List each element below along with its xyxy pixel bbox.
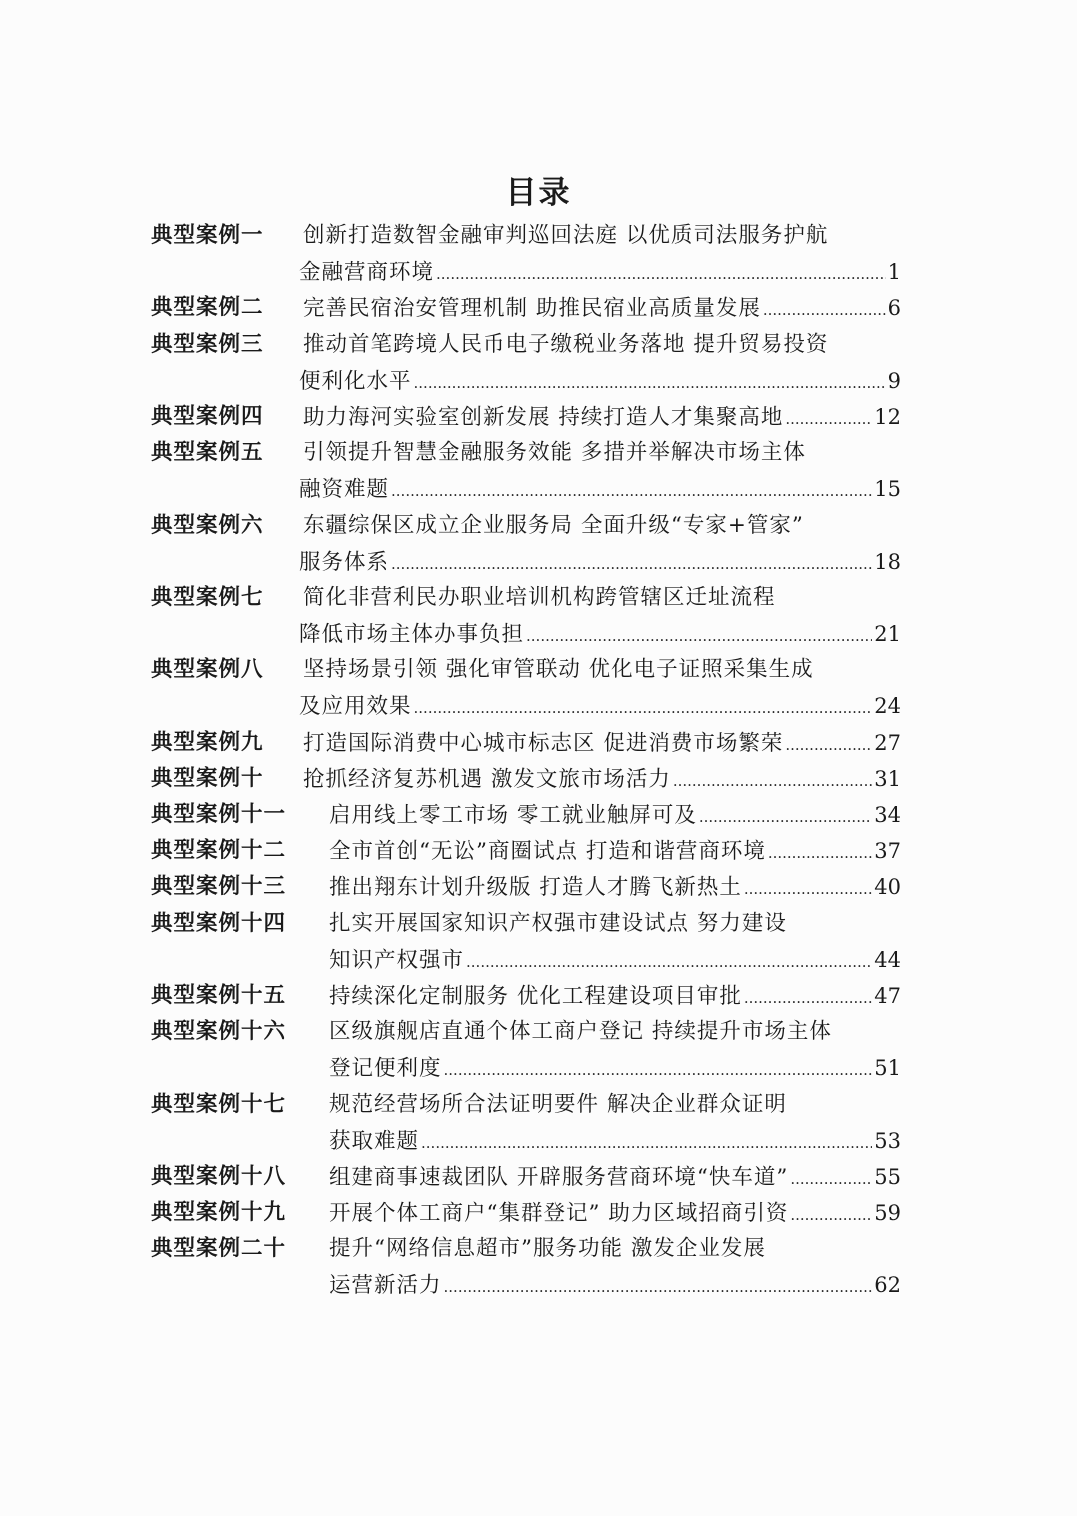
toc-case-label: 典型案例八 [151, 657, 264, 683]
toc-case-label: 典型案例二十 [151, 1236, 287, 1262]
toc-text-row [299, 254, 901, 292]
toc-text-row [303, 290, 901, 328]
toc-entry[interactable] [151, 652, 901, 724]
toc-page-number: 47 [874, 983, 901, 1008]
toc-entry-title: 启用线上零工市场 零工就业触屏可及 [329, 803, 697, 828]
toc-entry[interactable] [151, 725, 901, 761]
toc-text-row [329, 833, 901, 871]
toc-page-number: 24 [874, 694, 901, 719]
toc-line [151, 1014, 901, 1050]
toc-leader-dots [466, 944, 872, 980]
toc-line [151, 833, 901, 869]
toc-case-label: 典型案例十三 [151, 874, 287, 900]
toc-entry-title: 全市首创“无讼”商圈试点 打造和谐营商环境 [329, 839, 766, 865]
toc-entry-title: 融资难题 [299, 477, 390, 503]
toc-entry-title: 持续深化定制服务 优化工程建设项目审批 [329, 983, 742, 1009]
toc-text-row [303, 652, 901, 688]
toc-entry[interactable] [151, 1159, 901, 1195]
toc-entry-title: 组建商事速裁团队 开辟服务营商环境“快车道” [329, 1164, 789, 1190]
toc-entry-title: 扎实开展国家知识产权强市建设试点 努力建设 [329, 910, 787, 936]
toc-entry-title: 便利化水平 [299, 368, 412, 394]
toc-leader-dots [744, 980, 872, 1016]
toc-entry-title: 登记便利度 [329, 1056, 442, 1082]
toc-entry[interactable] [151, 580, 901, 652]
toc-line [151, 652, 901, 688]
toc-entry-title: 创新打造数智金融审判巡回法庭 以优质司法服务护航 [303, 223, 829, 248]
toc-case-label: 典型案例十八 [151, 1163, 287, 1189]
toc-page-number: 62 [874, 1273, 901, 1298]
toc-entry-title: 引领提升智慧金融服务效能 多措并举解决市场主体 [303, 440, 806, 466]
toc-case-label: 典型案例五 [151, 440, 264, 466]
toc-text-row [299, 616, 901, 654]
toc-leader-dots [790, 1197, 872, 1233]
toc-line [151, 797, 901, 833]
toc-entry-title: 及应用效果 [299, 694, 412, 720]
toc-text-row [329, 1159, 901, 1197]
toc-page-number: 44 [874, 947, 901, 972]
toc-case-label: 典型案例十六 [151, 1019, 287, 1045]
toc-entry-title: 开展个体工商户“集群登记” 助力区域招商引资 [329, 1201, 789, 1227]
toc-page-number: 40 [874, 875, 901, 900]
toc-page-number: 9 [887, 368, 901, 393]
toc-entry-title: 获取难题 [329, 1128, 420, 1154]
page-title: 目录 [505, 175, 572, 211]
toc-case-label: 典型案例二 [151, 295, 264, 321]
toc-text-row [329, 1087, 901, 1123]
toc-case-label: 典型案例十四 [151, 910, 287, 936]
toc-entry-title: 抢抓经济复苏机遇 激发文旅市场活力 [303, 766, 671, 792]
toc-page-number: 31 [874, 766, 901, 791]
toc-leader-dots [414, 690, 873, 726]
toc-leader-dots [436, 256, 886, 292]
toc-leader-dots [421, 1125, 872, 1161]
toc-text-row [329, 978, 901, 1016]
toc-page-number: 21 [874, 622, 901, 647]
toc-line [151, 363, 901, 399]
toc-leader-dots [790, 1161, 872, 1197]
toc-entry[interactable] [151, 869, 901, 905]
toc-entry[interactable] [151, 1014, 901, 1086]
toc-page-number: 59 [874, 1201, 901, 1226]
toc-entry-title: 简化非营利民办职业培训机构跨管辖区迁址流程 [303, 584, 776, 610]
toc-text-row [299, 471, 901, 509]
toc-text-row [303, 725, 901, 763]
toc-line [151, 399, 901, 435]
toc-leader-dots [744, 871, 872, 907]
toc-page-number: 27 [874, 730, 901, 755]
toc-case-label: 典型案例十二 [151, 838, 287, 864]
toc-entry[interactable] [151, 218, 901, 290]
toc-leader-dots [444, 1052, 873, 1088]
toc-case-label: 典型案例十 [151, 765, 264, 791]
toc-line [151, 906, 901, 942]
toc-case-label: 典型案例十一 [151, 802, 287, 827]
toc-text-row [329, 1195, 901, 1233]
toc-line [151, 254, 901, 290]
toc-entry[interactable] [151, 833, 901, 869]
toc-leader-dots [699, 799, 872, 835]
toc-entry-title: 服务体系 [299, 549, 390, 575]
toc-line [151, 616, 901, 652]
toc-case-label: 典型案例十九 [151, 1200, 287, 1226]
toc-line [151, 978, 901, 1014]
toc-text-row [329, 869, 901, 907]
toc-entry[interactable] [151, 508, 901, 580]
toc-leader-dots [768, 835, 872, 871]
toc-line [151, 725, 901, 761]
toc-page-number: 15 [874, 477, 901, 502]
toc-leader-dots [414, 365, 886, 401]
toc-entry[interactable] [151, 761, 901, 797]
toc-line [151, 1050, 901, 1086]
toc-line [151, 1159, 901, 1195]
toc-leader-dots [785, 401, 872, 437]
toc-entry-title: 推动首笔跨境人民币电子缴税业务落地 提升贸易投资 [303, 331, 829, 357]
toc-page-number: 1 [887, 260, 901, 285]
toc-leader-dots [785, 727, 872, 763]
toc-page-number: 12 [874, 404, 901, 429]
toc-text-row [329, 1123, 901, 1161]
toc-entry[interactable] [151, 1195, 901, 1231]
toc-entry[interactable] [151, 906, 901, 978]
toc-text-row [303, 435, 901, 471]
toc-entry[interactable] [151, 797, 901, 833]
toc-page-number: 51 [874, 1056, 901, 1081]
toc-entry-title: 东疆综保区成立企业服务局 全面升级“专家+管家” [303, 512, 804, 538]
toc-case-label: 典型案例一 [151, 223, 264, 248]
toc-line [151, 1195, 901, 1231]
toc-entry[interactable] [151, 399, 901, 435]
toc-line [151, 869, 901, 905]
toc-line [151, 1231, 901, 1267]
toc-page-number: 37 [874, 839, 901, 864]
toc-line [151, 508, 901, 544]
toc-line [151, 471, 901, 507]
toc-leader-dots [763, 292, 886, 328]
toc-text-row [299, 363, 901, 401]
toc-case-label: 典型案例七 [151, 584, 264, 610]
toc-leader-dots [526, 618, 872, 654]
toc-entry[interactable] [151, 1087, 901, 1159]
toc-entry-title: 运营新活力 [329, 1273, 442, 1299]
toc-line [151, 1123, 901, 1159]
toc-entry-title: 坚持场景引领 强化审管联动 优化电子证照采集生成 [303, 657, 814, 683]
toc-entry-title: 完善民宿治安管理机制 助推民宿业高质量发展 [303, 296, 761, 322]
toc-line [151, 544, 901, 580]
toc-text-row [303, 580, 901, 616]
toc-line [151, 1087, 901, 1123]
toc-page-number: 6 [887, 296, 901, 321]
toc-text-row [303, 761, 901, 799]
toc-case-label: 典型案例九 [151, 729, 264, 755]
toc-line [151, 580, 901, 616]
toc-entry-title: 降低市场主体办事负担 [299, 622, 525, 648]
toc-entry-title: 区级旗舰店直通个体工商户登记 持续提升市场主体 [329, 1019, 832, 1045]
toc-line [151, 290, 901, 326]
toc-case-label: 典型案例十七 [151, 1091, 287, 1117]
toc-line [151, 327, 901, 363]
toc-case-label: 典型案例六 [151, 512, 264, 538]
toc-text-row [329, 906, 901, 942]
toc-entry-title: 提升“网络信息超市”服务功能 激发企业发展 [329, 1236, 766, 1262]
toc-line [151, 218, 901, 254]
toc-line [151, 761, 901, 797]
toc-text-row [299, 688, 901, 726]
toc-leader-dots [391, 546, 872, 582]
toc-entry-title: 推出翔东计划升级版 打造人才腾飞新热土 [329, 875, 742, 901]
toc-leader-dots [391, 473, 872, 509]
toc-leader-dots [444, 1269, 873, 1305]
toc-text-row [329, 1014, 901, 1050]
toc-entry[interactable] [151, 327, 901, 399]
toc-entry-title: 助力海河实验室创新发展 持续打造人才集聚高地 [303, 404, 784, 430]
table-of-contents [151, 218, 901, 1304]
toc-text-row [329, 1231, 901, 1267]
toc-page-number: 53 [874, 1128, 901, 1153]
toc-text-row [303, 508, 901, 544]
toc-text-row [329, 942, 901, 980]
toc-line [151, 435, 901, 471]
toc-text-row [329, 797, 901, 835]
toc-line [151, 688, 901, 724]
toc-case-label: 典型案例十五 [151, 982, 287, 1008]
toc-entry-title: 规范经营场所合法证明要件 解决企业群众证明 [329, 1091, 787, 1117]
toc-text-row [299, 544, 901, 582]
toc-case-label: 典型案例三 [151, 331, 264, 357]
toc-line [151, 1267, 901, 1303]
toc-entry[interactable] [151, 290, 901, 326]
toc-entry-title: 打造国际消费中心城市标志区 促进消费市场繁荣 [303, 730, 784, 756]
toc-entry[interactable] [151, 978, 901, 1014]
toc-case-label: 典型案例四 [151, 403, 264, 429]
toc-entry-title: 知识产权强市 [329, 947, 465, 973]
toc-entry-title: 金融营商环境 [299, 260, 435, 286]
toc-page-number: 34 [874, 803, 901, 827]
toc-text-row [303, 218, 901, 254]
toc-page-number: 18 [874, 549, 901, 574]
toc-text-row [329, 1267, 901, 1305]
toc-leader-dots [673, 763, 872, 799]
toc-text-row [303, 399, 901, 437]
toc-page-number: 55 [874, 1164, 901, 1189]
toc-entry[interactable] [151, 1231, 901, 1303]
toc-line [151, 942, 901, 978]
toc-text-row [303, 327, 901, 363]
toc-text-row [329, 1050, 901, 1088]
toc-entry[interactable] [151, 435, 901, 507]
